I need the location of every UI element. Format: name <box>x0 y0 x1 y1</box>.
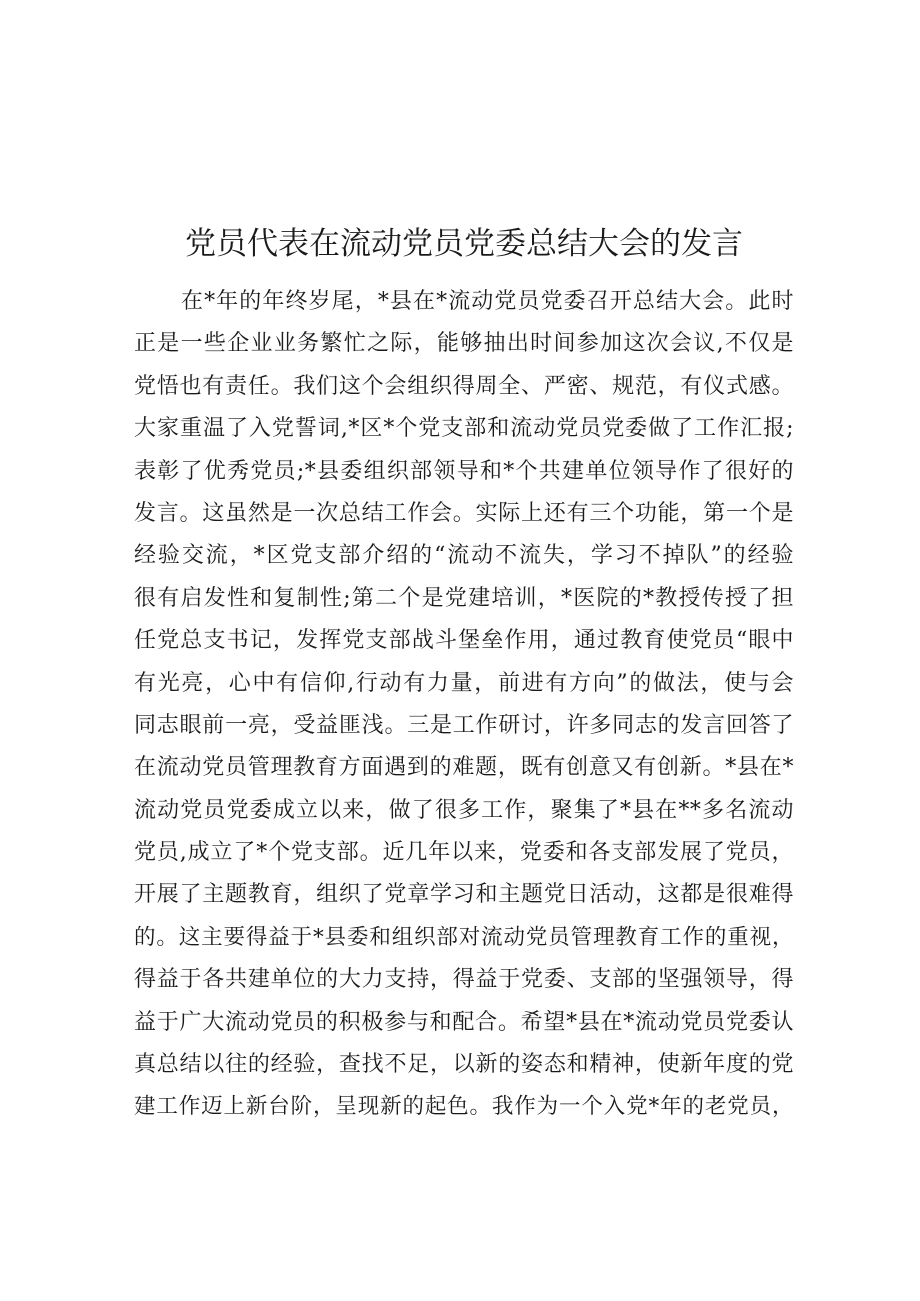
body-line: 有光亮，心中有信仰,行动有力量，前进有方向”的做法，使与会 <box>134 670 794 696</box>
body-line: 的。这主要得益于*县委和组织部对流动党员管理教育工作的重视， <box>134 924 794 950</box>
body-line: 流动党员党委成立以来，做了很多工作，聚集了*县在**多名流动 <box>134 797 794 823</box>
document-body <box>134 281 794 1129</box>
body-line: 大家重温了入党誓词,*区*个党支部和流动党员党委做了工作汇报; <box>134 416 794 442</box>
body-line: 益于广大流动党员的积极参与和配合。希望*县在*流动党员党委认 <box>134 1009 794 1035</box>
body-line: 经验交流，*区党支部介绍的“流动不流失，学习不掉队”的经验 <box>134 543 794 569</box>
document-title: 党员代表在流动党员党委总结大会的发言 <box>185 226 743 262</box>
body-line: 建工作迈上新台阶，呈现新的起色。我作为一个入党*年的老党员， <box>134 1094 794 1120</box>
body-line: 在*年的年终岁尾，*县在*流动党员党委召开总结大会。此时 <box>181 289 794 314</box>
body-line: 任党总支书记，发挥党支部战斗堡垒作用，通过教育使党员“眼中 <box>134 628 794 654</box>
body-line: 党员,成立了*个党支部。近几年以来，党委和各支部发展了党员， <box>134 840 794 866</box>
body-line: 同志眼前一亮，受益匪浅。三是工作研讨，许多同志的发言回答了 <box>134 712 794 738</box>
body-line: 真总结以往的经验，查找不足，以新的姿态和精神，使新年度的党 <box>134 1052 794 1078</box>
body-line: 正是一些企业业务繁忙之际，能够抽出时间参加这次会议,不仅是 <box>134 331 794 357</box>
body-line: 表彰了优秀党员;*县委组织部领导和*个共建单位领导作了很好的 <box>134 458 794 484</box>
body-line: 很有启发性和复制性;第二个是党建培训，*医院的*教授传授了担 <box>134 585 794 611</box>
body-line: 开展了主题教育，组织了党章学习和主题党日活动，这都是很难得 <box>134 882 794 908</box>
body-line: 党悟也有责任。我们这个会组织得周全、严密、规范，有仪式感。 <box>134 373 794 399</box>
body-line: 发言。这虽然是一次总结工作会。实际上还有三个功能，第一个是 <box>134 500 794 526</box>
body-line: 得益于各共建单位的大力支持，得益于党委、支部的坚强领导，得 <box>134 967 794 993</box>
body-line: 在流动党员管理教育方面遇到的难题，既有创意又有创新。*县在* <box>134 755 794 781</box>
